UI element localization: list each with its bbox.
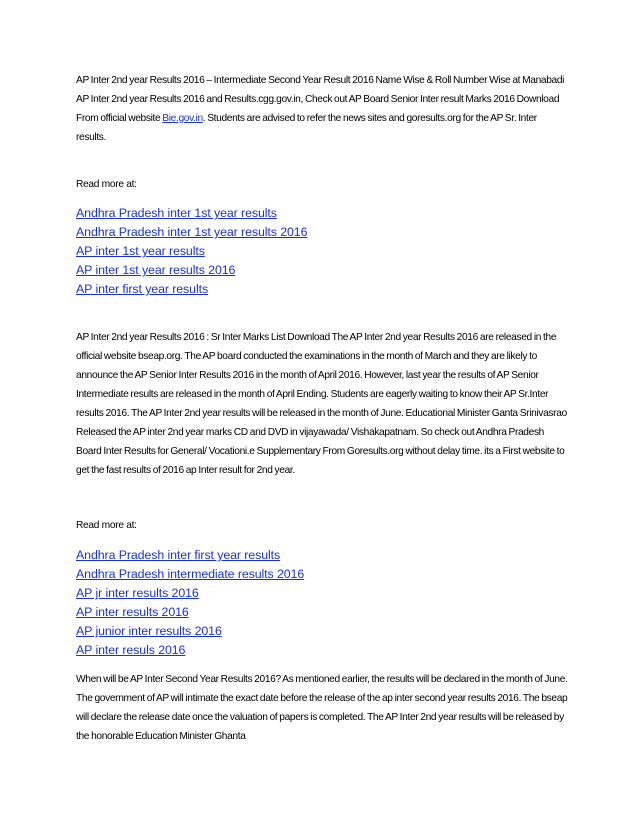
- result-link[interactable]: Andhra Pradesh inter 1st year results: [76, 206, 277, 220]
- list-item: [76, 546, 304, 565]
- list-item: [76, 280, 307, 299]
- read-more-label-2: Read more at:: [76, 520, 137, 531]
- result-link[interactable]: AP inter 1st year results 2016: [76, 263, 236, 277]
- list-item: [76, 565, 304, 584]
- result-link[interactable]: Andhra Pradesh intermediate results 2016: [76, 567, 305, 581]
- list-item: [76, 261, 307, 280]
- closing-paragraph: When will be AP Inter Second Year Results 2016? As mentioned earlier, the results will be declared in the month of June. The government of AP will intimate the exact date before the release of the ap inter second year results 2016. The bseap will declare the release date once the valuation of papers is completed. The AP Inter 2nd year results will be released by the honorable Education Minister Ghanta: [76, 674, 568, 742]
- result-link[interactable]: AP inter 1st year results: [76, 244, 205, 258]
- main-paragraph: AP Inter 2nd year Results 2016 : Sr Inter Marks List Download The AP Inter 2nd year Results 2016 are released in the official website bseap.org. The AP board conducted the examinations in the month of March and they are likely to announce the AP Senior Inter Results 2016 in the month of April 2016. However, last year the results of AP Senior Intermediate results are released in the month of April Ending. Students are eagerly waiting to know their AP Sr.Inter results 2016. The AP Inter 2nd year results will be released in the month of June. Educational Minister Ganta Srinivasrao Released the AP inter 2nd year marks CD and DVD in vijayawada/ Vishakapatnam. So check out Andhra Pradesh Board Inter Results for General/ Vocationi.e Supplementary From Goresults.org without delay time. its a First website to get the fast results of 2016 ap Inter result for 2nd year.: [76, 332, 567, 476]
- result-link[interactable]: AP inter first year results: [76, 282, 209, 296]
- read-more-links-2: [76, 546, 304, 660]
- list-item: [76, 223, 307, 242]
- result-link[interactable]: AP junior inter results 2016: [76, 624, 222, 638]
- intro-paragraph: [76, 71, 568, 147]
- intro-text-end: . Students are advised to refer the news sites and goresults.org for the AP Sr. Inter results.: [76, 113, 537, 143]
- list-item: [76, 204, 307, 223]
- result-link[interactable]: AP inter resuls 2016: [76, 643, 186, 657]
- list-item: [76, 641, 304, 660]
- read-more-links-1: [76, 204, 307, 299]
- list-item: [76, 603, 304, 622]
- list-item: [76, 242, 307, 261]
- read-more-label-1: Read more at:: [76, 179, 137, 190]
- intro-text: AP Inter 2nd year Results 2016 – Intermediate Second Year Result 2016 Name Wise & Roll Number Wise at Manabadi AP Inter 2nd year Results 2016 and Results.cgg.gov.in, Check out AP Board Senior Inter result Marks 2016 Download From official website: [76, 75, 565, 124]
- result-link[interactable]: AP jr inter results 2016: [76, 586, 199, 600]
- list-item: [76, 584, 304, 603]
- result-link[interactable]: Andhra Pradesh inter 1st year results 2016: [76, 225, 308, 239]
- list-item: [76, 622, 304, 641]
- result-link[interactable]: Andhra Pradesh inter first year results: [76, 548, 281, 562]
- result-link[interactable]: AP inter results 2016: [76, 605, 189, 619]
- bie-link[interactable]: Bie.gov.in: [162, 113, 203, 124]
